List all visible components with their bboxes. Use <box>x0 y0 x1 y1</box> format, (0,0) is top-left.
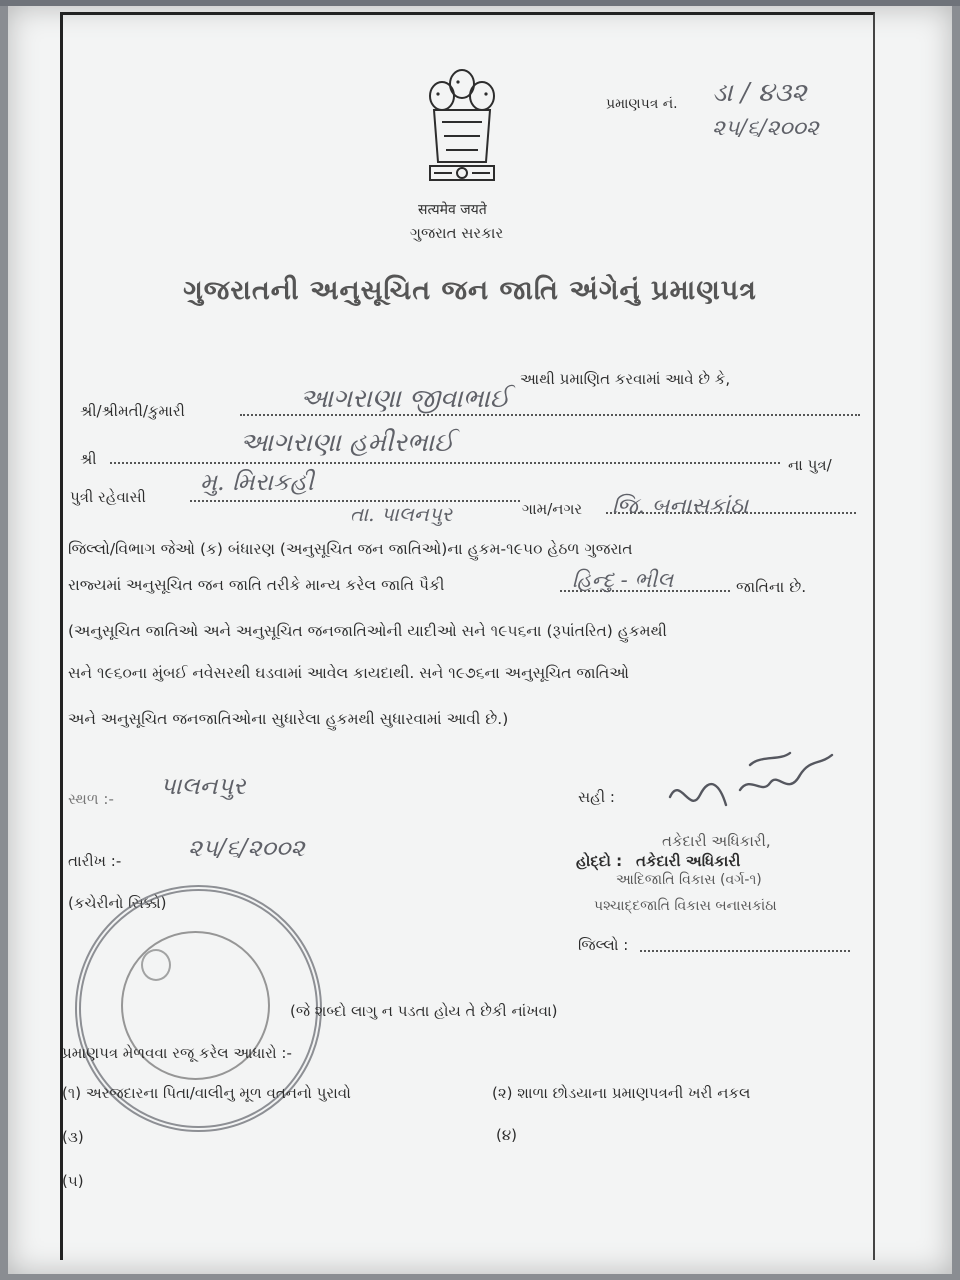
designation-line-4: પશ્ચાદ્દજાતિ વિકાસ બનાસકાંઠા <box>594 898 777 914</box>
label-date: તારીખ :- <box>68 852 122 870</box>
para-line-4: સને ૧૯૬૦ના મુંબઈ નવેસરથી ઘડવામાં આવેલ કાયદાથી. સને ૧૯૭૬ના અનુસૂચિત જાતિઓ <box>68 664 629 682</box>
label-father: શ્રી <box>80 450 97 468</box>
document-2: (૨) શાળા છોડયાના પ્રમાણપત્રની ખરી નકલ <box>492 1084 751 1102</box>
designation-line-3: આદિજાતિ વિકાસ (વર્ગ-૧) <box>616 872 762 888</box>
cert-date-value: ૨૫/૬/૨૦૦૨ <box>712 116 819 141</box>
label-designation: હોદ્દો : <box>576 852 623 870</box>
para-line-1: જિલ્લો/વિભાગ જેઓ (ક) બંધારણ (અનુસૂચિત જન જાતિઓ)ના હુકમ-૧૯૫૦ હેઠળ ગુજરાત <box>68 540 633 558</box>
value-district: જિ. બનાસકાંઠા <box>612 494 749 519</box>
para-line-2-b: જાતિના છે. <box>736 578 807 596</box>
strike-note: (જે શબ્દો લાગુ ન પડતા હોય તે છેકી નાંખવા) <box>290 1002 558 1020</box>
para-line-5: અને અનુસૂચિત જનજાતિઓના સુધારેલા હુકમથી સુધારવામાં આવી છે.) <box>68 710 509 728</box>
label-village: ગામ/નગર <box>522 500 583 518</box>
value-date: ૨૫/૬/૨૦૦૨ <box>188 834 305 862</box>
page-title: ગુજરાતની અનુસૂચિત જન જાતિ અંગેનું પ્રમાણપત્ર <box>183 275 757 306</box>
label-office-seal: (કચેરીનો સિક્કો) <box>68 894 167 912</box>
signature-image <box>650 735 850 825</box>
value-village: મુ. મિરાકહી <box>200 468 314 496</box>
label-name: શ્રી/શ્રીમતી/કુમારી <box>80 402 185 420</box>
label-signature: સહી : <box>578 788 615 806</box>
father-line <box>110 462 780 464</box>
value-taluka: તા. પાલનપુર <box>350 502 453 526</box>
value-caste: હિન્દુ - ભીલ <box>572 568 674 592</box>
label-resident: પુત્રી રહેવાસી <box>70 488 146 506</box>
designation-line-1: તકેદારી અધિકારી, <box>662 832 771 850</box>
value-name: આગરાણા જીવાભાઈ <box>300 384 510 414</box>
label-place: સ્થળ :- <box>68 790 114 808</box>
certify-line: આથી પ્રમાણિત કરવામાં આવે છે કે, <box>520 370 731 388</box>
value-place: પાલનપુર <box>160 772 246 800</box>
government-name: ગુજરાત સરકાર <box>410 224 504 242</box>
emblem-motto: सत्यमेव जयते <box>418 202 487 218</box>
designation-line-2: તકેદારી અધિકારી <box>636 852 741 870</box>
label-district: જિલ્લો : <box>578 936 629 954</box>
para-line-2-a: રાજ્યમાં અનુસૂચિત જન જાતિ તરીકે માન્ય કરેલ જાતિ પૈકી <box>68 576 445 594</box>
cert-no-value: ડા / ૪૩૨ <box>712 78 807 108</box>
documents-heading: પ્રમાણપત્ર મેળવવા રજૂ કરેલ આધારો :- <box>62 1044 292 1062</box>
district-line <box>640 950 850 952</box>
document-1: (૧) અરજદારના પિતા/વાલીનુ મૂળ વતનનો પુરાવો <box>62 1084 351 1102</box>
document-4: (૪) <box>496 1126 518 1144</box>
document-3: (૩) <box>62 1128 84 1146</box>
cert-no-label: પ્રમાણપત્ર નં. <box>606 96 678 112</box>
label-son-of: ના પુત્ર/ <box>788 456 832 474</box>
national-emblem-icon <box>412 62 512 202</box>
value-father: આગરાણા હમીરભાઈ <box>240 428 455 458</box>
para-line-3: (અનુસૂચિત જાતિઓ અને અનુસૂચિત જનજાતિઓની યાદીઓ સને ૧૯૫૬ના (રૂપાંતરિત) હુકમથી <box>68 622 667 640</box>
document-5: (૫) <box>62 1172 84 1190</box>
